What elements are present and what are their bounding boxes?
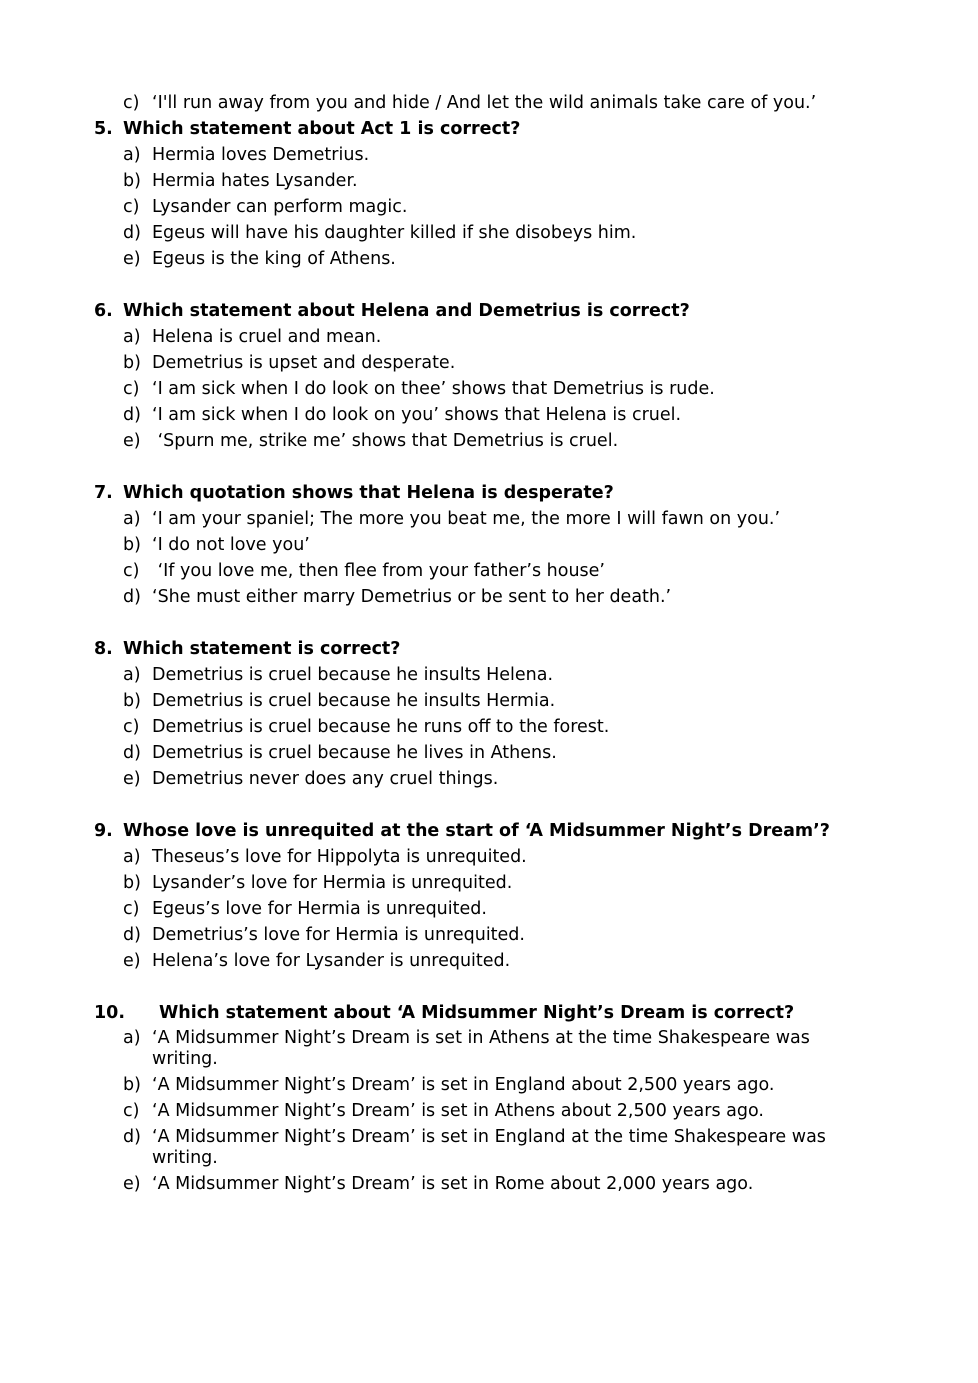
option-text: Lysander’s love for Hermia is unrequited. bbox=[152, 873, 513, 893]
option-text: Hermia hates Lysander. bbox=[152, 171, 358, 191]
option-letter: c) bbox=[123, 717, 140, 737]
option-text: Lysander can perform magic. bbox=[152, 197, 408, 217]
question-text: Which statement about Act 1 is correct? bbox=[123, 119, 521, 139]
question-number: 10. bbox=[94, 1003, 126, 1023]
question-text: Which statement about Helena and Demetrius is correct? bbox=[123, 301, 690, 321]
option-text: ‘I am sick when I do look on thee’ shows that Demetrius is rude. bbox=[152, 379, 715, 399]
option-letter: a) bbox=[123, 1028, 141, 1048]
option-text: Egeus will have his daughter killed if she disobeys him. bbox=[152, 223, 637, 243]
option-letter: b) bbox=[123, 171, 141, 191]
option-text-continued: writing. bbox=[152, 1049, 218, 1069]
option-text: Demetrius is cruel because he runs off to the forest. bbox=[152, 717, 610, 737]
question-number: 8. bbox=[94, 639, 113, 659]
option-text: Demetrius is cruel because he insults Helena. bbox=[152, 665, 554, 685]
option-text: Demetrius’s love for Hermia is unrequited. bbox=[152, 925, 525, 945]
option-text: Egeus is the king of Athens. bbox=[152, 249, 396, 269]
option-text: ‘I am your spaniel; The more you beat me, the more I will fawn on you.’ bbox=[152, 509, 781, 529]
option-text: Helena is cruel and mean. bbox=[152, 327, 382, 347]
option-text: ‘I'll run away from you and hide / And let the wild animals take care of you.’ bbox=[152, 93, 817, 113]
option-text: Demetrius is cruel because he insults Hermia. bbox=[152, 691, 556, 711]
option-letter: a) bbox=[123, 847, 141, 867]
option-letter: c) bbox=[123, 93, 140, 113]
option-letter: b) bbox=[123, 1075, 141, 1095]
option-text: ‘If you love me, then flee from your father’s house’ bbox=[152, 561, 605, 581]
option-text: Egeus’s love for Hermia is unrequited. bbox=[152, 899, 487, 919]
option-letter: d) bbox=[123, 1127, 141, 1147]
option-text: ‘I am sick when I do look on you’ shows that Helena is cruel. bbox=[152, 405, 682, 425]
option-letter: a) bbox=[123, 665, 141, 685]
option-letter: c) bbox=[123, 561, 140, 581]
option-letter: d) bbox=[123, 223, 141, 243]
option-text: Demetrius is upset and desperate. bbox=[152, 353, 456, 373]
option-letter: b) bbox=[123, 691, 141, 711]
option-letter: d) bbox=[123, 743, 141, 763]
question-number: 7. bbox=[94, 483, 113, 503]
option-letter: c) bbox=[123, 197, 140, 217]
option-text: Theseus’s love for Hippolyta is unrequited. bbox=[152, 847, 527, 867]
option-text: ‘A Midsummer Night’s Dream’ is set in England at the time Shakespeare was bbox=[152, 1127, 826, 1147]
option-letter: c) bbox=[123, 379, 140, 399]
option-text: Hermia loves Demetrius. bbox=[152, 145, 370, 165]
option-text: ‘I do not love you’ bbox=[152, 535, 310, 555]
option-text: Demetrius is cruel because he lives in Athens. bbox=[152, 743, 557, 763]
option-text: ‘A Midsummer Night’s Dream’ is set in England about 2,500 years ago. bbox=[152, 1075, 775, 1095]
question-text: Which statement is correct? bbox=[123, 639, 401, 659]
option-letter: e) bbox=[123, 1174, 141, 1194]
option-letter: b) bbox=[123, 873, 141, 893]
option-letter: b) bbox=[123, 535, 141, 555]
option-letter: e) bbox=[123, 951, 141, 971]
option-letter: d) bbox=[123, 587, 141, 607]
question-text: Which quotation shows that Helena is desperate? bbox=[123, 483, 614, 503]
option-letter: a) bbox=[123, 509, 141, 529]
option-text: ‘She must either marry Demetrius or be sent to her death.’ bbox=[152, 587, 672, 607]
option-text: Demetrius never does any cruel things. bbox=[152, 769, 499, 789]
option-text: ‘A Midsummer Night’s Dream is set in Athens at the time Shakespeare was bbox=[152, 1028, 810, 1048]
question-text: Which statement about ‘A Midsummer Night’s Dream is correct? bbox=[159, 1003, 795, 1023]
question-text: Whose love is unrequited at the start of ‘A Midsummer Night’s Dream’? bbox=[123, 821, 830, 841]
option-letter: d) bbox=[123, 925, 141, 945]
option-text-continued: writing. bbox=[152, 1148, 218, 1168]
option-letter: c) bbox=[123, 1101, 140, 1121]
option-text: ‘A Midsummer Night’s Dream’ is set in Athens about 2,500 years ago. bbox=[152, 1101, 764, 1121]
question-number: 9. bbox=[94, 821, 113, 841]
option-letter: e) bbox=[123, 431, 141, 451]
option-text: ‘A Midsummer Night’s Dream’ is set in Rome about 2,000 years ago. bbox=[152, 1174, 754, 1194]
option-letter: e) bbox=[123, 249, 141, 269]
option-letter: a) bbox=[123, 327, 141, 347]
option-letter: c) bbox=[123, 899, 140, 919]
option-letter: e) bbox=[123, 769, 141, 789]
option-text: Helena’s love for Lysander is unrequited. bbox=[152, 951, 511, 971]
option-letter: a) bbox=[123, 145, 141, 165]
question-number: 5. bbox=[94, 119, 113, 139]
question-number: 6. bbox=[94, 301, 113, 321]
option-letter: b) bbox=[123, 353, 141, 373]
option-letter: d) bbox=[123, 405, 141, 425]
option-text: ‘Spurn me, strike me’ shows that Demetrius is cruel. bbox=[152, 431, 619, 451]
